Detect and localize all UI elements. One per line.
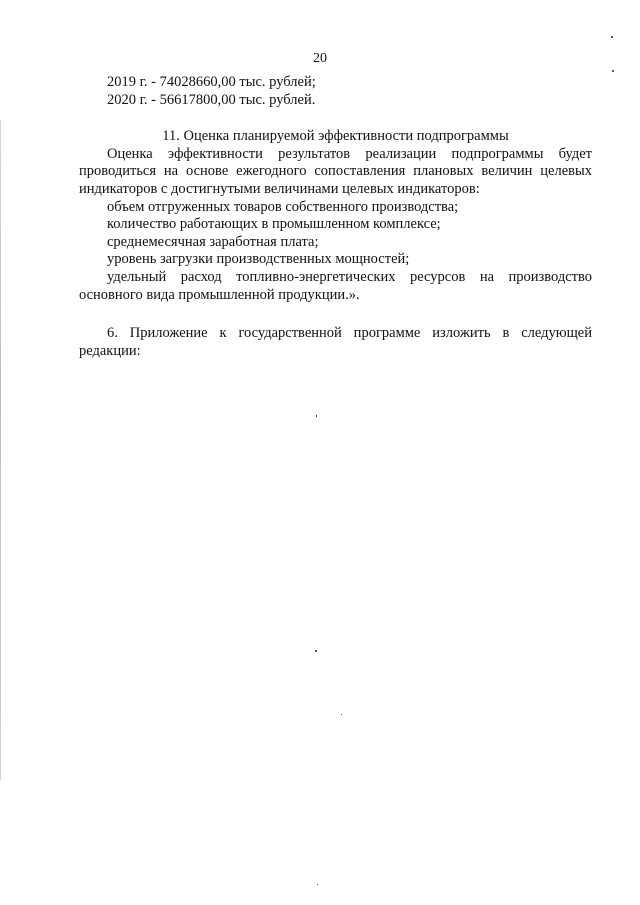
item6-line-1: 6. Приложение к государственной программе изложить в следующей: [107, 325, 592, 342]
scan-speck: [316, 415, 317, 417]
last-indicator-line-1: удельный расход топливно-энергетических ресурсов на производство: [107, 268, 592, 285]
indicator-item: количество работающих в промышленном комплексе;: [107, 216, 441, 233]
indicator-item: среднемесячная заработная плата;: [107, 233, 319, 250]
evaluation-line-3: индикаторов с достигнутыми величинами целевых индикаторов:: [79, 180, 480, 197]
document-body: [79, 74, 592, 360]
evaluation-line-1: Оценка эффективности результатов реализации подпрограммы будет: [107, 145, 592, 162]
page-number: 20: [313, 51, 327, 66]
scan-edge-line: [0, 120, 1, 780]
section-title: 11. Оценка планируемой эффективности подпрограммы: [162, 128, 509, 145]
item6-line-2: редакции:: [79, 342, 141, 359]
funding-line-2020: 2020 г. - 56617800,00 тыс. рублей.: [107, 91, 316, 108]
indicator-item: объем отгруженных товаров собственного производства;: [107, 198, 459, 215]
scan-speck: [612, 70, 614, 72]
indicator-item: уровень загрузки производственных мощностей;: [107, 251, 410, 268]
paragraph-gap: [79, 304, 592, 321]
funding-line-2019: 2019 г. - 74028660,00 тыс. рублей;: [107, 74, 316, 90]
scan-speck: [317, 884, 318, 885]
scan-speck: [341, 714, 342, 715]
last-indicator-line-2: основного вида промышленной продукции.».: [79, 286, 360, 303]
scan-speck: [315, 650, 317, 652]
evaluation-line-2: проводиться на основе ежегодного сопоставления плановых величин целевых: [79, 163, 592, 180]
scan-speck: [611, 36, 613, 38]
